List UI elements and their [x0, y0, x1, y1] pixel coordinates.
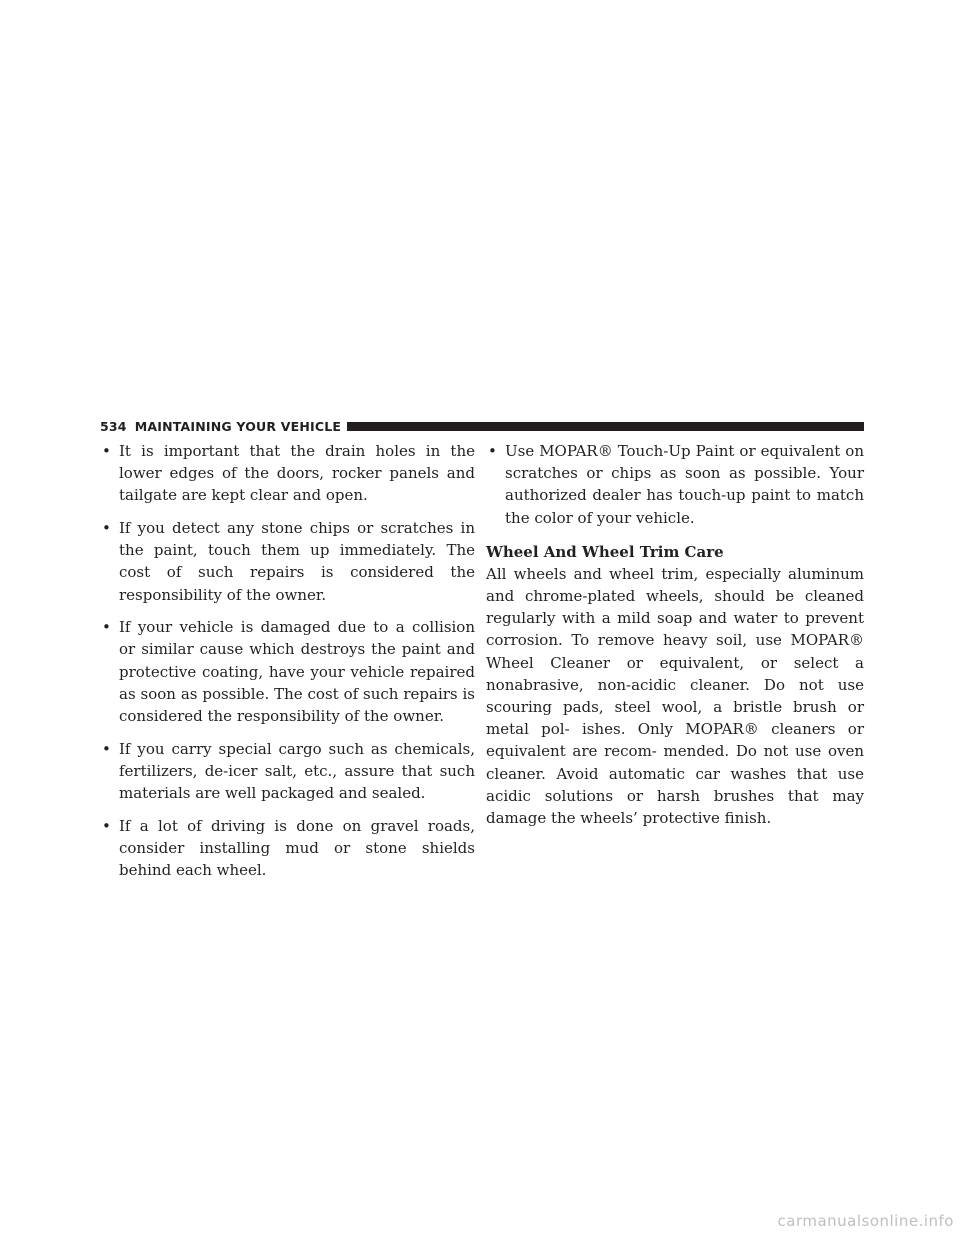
bullet-icon: •	[102, 816, 111, 835]
list-item	[100, 738, 475, 805]
left-column	[100, 440, 475, 892]
page-header	[100, 416, 864, 436]
right-column	[486, 440, 864, 829]
section-heading: Wheel And Wheel Trim Care	[486, 542, 724, 561]
page-number: 534	[100, 418, 127, 434]
list-item	[100, 616, 475, 727]
list-item-text: If a lot of driving is done on gravel roads, consider installing mud or stone shields behind each wheel.	[119, 816, 475, 880]
body-paragraph: All wheels and wheel trim, especially aluminum and chrome-plated wheels, should be cleaned regularly with a mild soap and water to prevent corrosion. To remove heavy soil, use MOPAR® Wheel Cleaner or equivalent, or select a nonabrasive, non-acidic cleaner. Do not use scouring pads, steel wool, a bristle brush or metal pol- ishes. Only MOPAR® cleaners or equivalent are recom- mended. Do not use oven cleaner. Avoid automatic car washes that use acidic solutions or harsh brushes that may damage the wheels’ protective finish.	[486, 564, 864, 828]
list-item-text: If you carry special cargo such as chemicals, fertilizers, de-icer salt, etc., assure that such materials are well packaged and sealed.	[119, 739, 475, 803]
list-item	[100, 815, 475, 882]
bullet-icon: •	[102, 618, 111, 637]
bullet-icon: •	[102, 739, 111, 758]
list-item	[100, 517, 475, 606]
list-item	[100, 440, 475, 507]
right-bullet-list	[486, 440, 864, 529]
section-title: MAINTAINING YOUR VEHICLE	[134, 418, 342, 434]
list-item-text: If your vehicle is damaged due to a collision or similar cause which destroys the paint and protective coating, have your vehicle repaired as soon as possible. The cost of such repairs is considered the responsibility of the owner.	[119, 618, 475, 726]
list-item-text: If you detect any stone chips or scratches in the paint, touch them up immediately. The cost of such repairs is considered the responsibility of the owner.	[119, 519, 475, 604]
bullet-icon: •	[102, 442, 111, 460]
bullet-icon: •	[488, 442, 497, 460]
header-rule	[347, 422, 864, 431]
list-item-text: It is important that the drain holes in the lower edges of the doors, rocker panels and tailgate are kept clear and open.	[119, 442, 475, 505]
watermark-logo: carmanualsonline.info	[777, 1212, 954, 1230]
list-item-text: Use MOPAR® Touch-Up Paint or equivalent on scratches or chips as soon as possible. Your authorized dealer has touch-up paint to match the color of your vehicle.	[505, 442, 864, 527]
bullet-icon: •	[102, 519, 111, 537]
left-bullet-list	[100, 440, 475, 881]
list-item	[486, 440, 864, 529]
